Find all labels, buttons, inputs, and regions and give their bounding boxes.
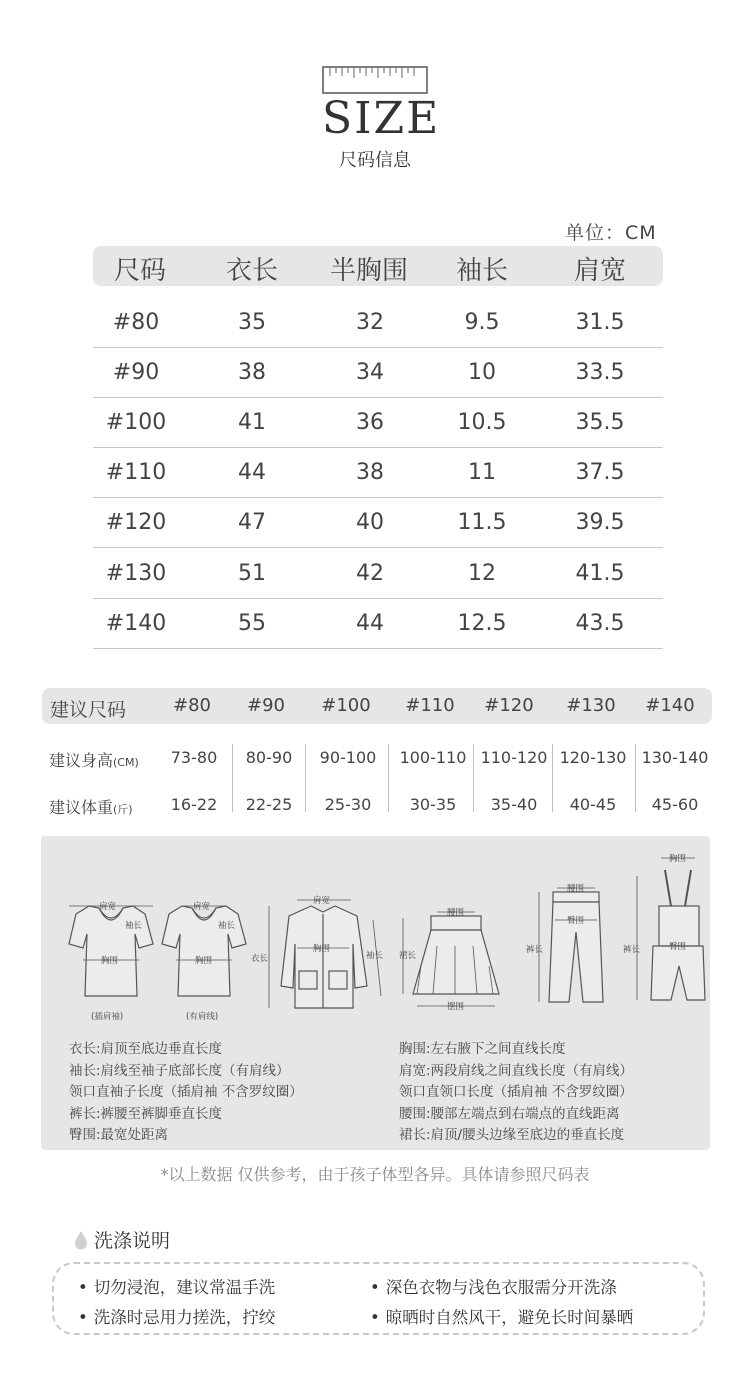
wash-item: • 洗涤时忌用力搓洗，拧绞 xyxy=(78,1304,275,1328)
cell-shoulder: 37.5 xyxy=(575,460,625,485)
divider xyxy=(552,744,553,812)
definition-text: 袖长:肩线至袖子底部长度（有肩线） xyxy=(69,1062,290,1079)
definition-text: 领口直袖子长度（插肩袖 不含罗纹圈） xyxy=(69,1084,303,1100)
cell-sleeve: 11.5 xyxy=(457,510,507,535)
cell-length: 47 xyxy=(238,510,266,535)
measurement-panel xyxy=(41,836,710,1150)
weight-value: 22-25 xyxy=(245,795,293,814)
table-row xyxy=(93,549,663,599)
diagram-label-waist: 腰围 xyxy=(567,884,585,894)
diagram-label-shoulder: 肩宽 xyxy=(99,902,117,912)
table-row xyxy=(93,298,663,348)
wash-instructions-box xyxy=(52,1262,705,1335)
diagram-label-shoulder: 肩宽 xyxy=(193,902,211,912)
cell-chest: 36 xyxy=(356,410,384,435)
divider xyxy=(473,744,474,812)
tshirt-raglan-icon xyxy=(69,906,153,996)
weight-value: 35-40 xyxy=(490,795,538,814)
diagram-label-sleeve: 袖长 xyxy=(366,951,384,961)
cell-sleeve: 10 xyxy=(468,360,496,385)
recommend-table-header xyxy=(42,688,712,724)
cell-size: #130 xyxy=(105,561,167,586)
height-row xyxy=(42,742,712,776)
wash-title xyxy=(74,1226,170,1253)
wash-item: • 切勿浸泡，建议常温手洗 xyxy=(78,1274,275,1298)
definition-text: 裤长:裤腰至裤脚垂直长度 xyxy=(69,1105,223,1122)
definition-text: 衣长:肩顶至底边垂直长度 xyxy=(69,1041,223,1057)
definition-text: 领口直领口长度（插肩袖 不含罗纹圈） xyxy=(399,1084,633,1100)
cell-size: #90 xyxy=(112,360,160,385)
size-logo xyxy=(322,66,441,172)
unit-label: 单位：CM xyxy=(565,222,657,244)
cell-length: 44 xyxy=(238,460,266,485)
cell-sleeve: 10.5 xyxy=(457,410,507,435)
cell-length: 41 xyxy=(238,410,266,435)
recommend-size: #120 xyxy=(484,695,534,716)
table-row xyxy=(93,498,663,548)
height-value: 100-110 xyxy=(399,748,467,767)
diagram-label-chest: 胸围 xyxy=(669,854,687,864)
jacket-icon xyxy=(269,900,381,1008)
diagram-label-hem: 摆围 xyxy=(447,1002,465,1012)
diagram-label-hip: 臀围 xyxy=(669,942,687,952)
cell-sleeve: 12 xyxy=(468,561,496,586)
cell-shoulder: 39.5 xyxy=(575,510,625,535)
definitions-right xyxy=(399,1039,633,1147)
cell-length: 51 xyxy=(238,561,266,586)
table-row xyxy=(93,448,663,498)
diagram-label-pants-length: 裤长 xyxy=(526,945,544,955)
cell-size: #120 xyxy=(105,510,167,535)
table-row xyxy=(93,398,663,448)
cell-size: #80 xyxy=(112,310,160,335)
diagram-label-sleeve: 袖长 xyxy=(218,921,236,931)
measurement-diagrams xyxy=(41,836,710,1036)
size-title: SIZE xyxy=(322,93,441,144)
recommend-size: #100 xyxy=(321,695,371,716)
divider xyxy=(305,744,306,812)
header-shoulder: 肩宽 xyxy=(573,256,627,286)
weight-value: 16-22 xyxy=(170,795,218,814)
cell-sleeve: 11 xyxy=(468,460,496,485)
definition-text: 肩宽:两段肩线之间直线长度（有肩线） xyxy=(399,1062,634,1079)
height-value: 73-80 xyxy=(170,748,218,767)
cell-chest: 40 xyxy=(356,510,384,535)
diagram-label-shoulder: 肩宽 xyxy=(313,896,331,906)
weight-value: 40-45 xyxy=(569,795,617,814)
divider xyxy=(388,744,389,812)
header-half-chest: 半胸围 xyxy=(329,256,409,286)
table-row xyxy=(93,599,663,649)
definition-text: 臀围:最宽处距离 xyxy=(69,1127,169,1143)
cell-shoulder: 41.5 xyxy=(575,561,625,586)
diagram-caption-raglan: (插肩袖) xyxy=(91,1012,124,1022)
height-value: 110-120 xyxy=(480,748,548,767)
height-value: 120-130 xyxy=(559,748,627,767)
wash-title-text: 洗涤说明 xyxy=(94,1230,171,1252)
height-label: 建议身高(CM) xyxy=(49,751,139,770)
overalls-icon xyxy=(637,858,705,1000)
weight-value: 30-35 xyxy=(409,795,457,814)
recommend-size-label: 建议尺码 xyxy=(50,699,127,721)
weight-value: 45-60 xyxy=(651,795,699,814)
wash-item: • 深色衣物与浅色衣服需分开洗涤 xyxy=(370,1274,617,1298)
skirt-icon xyxy=(403,912,499,1006)
diagram-label-chest: 胸围 xyxy=(195,956,213,966)
cell-size: #140 xyxy=(105,611,167,636)
height-value: 90-100 xyxy=(319,748,377,767)
diagram-label-hip: 臀围 xyxy=(567,916,585,926)
header-size: 尺码 xyxy=(113,256,167,286)
diagram-label-sleeve: 袖长 xyxy=(125,921,143,931)
recommend-size: #90 xyxy=(247,695,285,716)
water-drop-icon xyxy=(74,1230,88,1250)
cell-size: #100 xyxy=(105,410,167,435)
definitions-left xyxy=(69,1039,303,1147)
table-row xyxy=(93,348,663,398)
diagram-label-pants-length: 裤长 xyxy=(623,945,641,955)
cell-size: #110 xyxy=(105,460,167,485)
cell-chest: 38 xyxy=(356,460,384,485)
cell-length: 38 xyxy=(238,360,266,385)
cell-shoulder: 35.5 xyxy=(575,410,625,435)
divider xyxy=(635,744,636,812)
disclaimer-note: *以上数据 仅供参考，由于孩子体型各异。具体请参照尺码表 xyxy=(160,1165,590,1184)
diagram-label-length: 衣长 xyxy=(251,954,269,964)
recommend-size: #80 xyxy=(173,695,211,716)
diagram-label-chest: 胸围 xyxy=(313,944,331,954)
cell-length: 35 xyxy=(238,310,266,335)
definition-text: 腰围:腰部左端点到右端点的直线距离 xyxy=(399,1105,620,1122)
ruler-icon xyxy=(322,66,428,96)
weight-value: 25-30 xyxy=(324,795,372,814)
size-subtitle: 尺码信息 xyxy=(339,150,411,171)
diagram-label-chest: 胸围 xyxy=(101,956,119,966)
cell-shoulder: 33.5 xyxy=(575,360,625,385)
cell-chest: 44 xyxy=(356,611,384,636)
height-value: 130-140 xyxy=(641,748,709,767)
recommend-size: #110 xyxy=(405,695,455,716)
cell-chest: 42 xyxy=(356,561,384,586)
height-value: 80-90 xyxy=(245,748,293,767)
diagram-label-skirt-length: 裙长 xyxy=(399,951,417,961)
definition-text: 胸围:左右腋下之间直线长度 xyxy=(399,1041,566,1057)
cell-chest: 34 xyxy=(356,360,384,385)
size-table-header xyxy=(93,246,663,286)
cell-shoulder: 43.5 xyxy=(575,611,625,636)
definition-text: 裙长:肩顶/腰头边缘至底边的垂直长度 xyxy=(399,1127,625,1143)
weight-label: 建议体重(斤) xyxy=(49,798,133,817)
recommend-size: #140 xyxy=(645,695,695,716)
diagram-caption-shoulder-line: (有肩线) xyxy=(186,1012,219,1022)
cell-chest: 32 xyxy=(356,310,384,335)
cell-sleeve: 9.5 xyxy=(464,310,500,335)
pants-icon xyxy=(539,888,603,1002)
tshirt-shoulder-icon xyxy=(162,906,246,996)
weight-row xyxy=(42,789,712,823)
cell-length: 55 xyxy=(238,611,266,636)
wash-item: • 晾晒时自然风干，避免长时间暴晒 xyxy=(370,1304,633,1328)
recommend-size: #130 xyxy=(566,695,616,716)
header-sleeve: 袖长 xyxy=(455,256,509,286)
divider xyxy=(232,744,233,812)
header-length: 衣长 xyxy=(225,256,279,286)
cell-shoulder: 31.5 xyxy=(575,310,625,335)
cell-sleeve: 12.5 xyxy=(457,611,507,636)
diagram-label-waist: 腰围 xyxy=(447,908,465,918)
